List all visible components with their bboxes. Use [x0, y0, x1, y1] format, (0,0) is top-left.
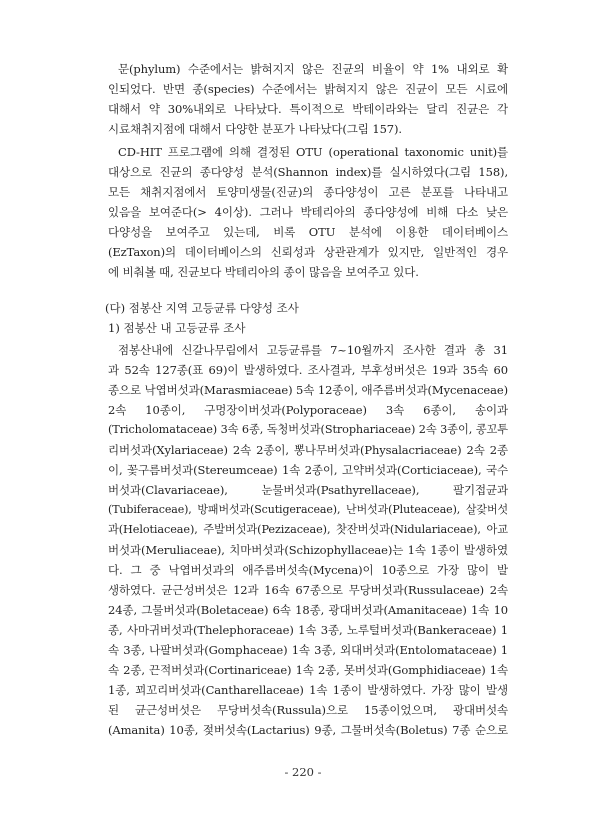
- text-line: 과 52속 127종(표 69)이 발생하였다. 조사결과, 부후성버섯은 19과 35속 60: [108, 363, 508, 377]
- text-line: 과(Helotiaceae), 주발버섯과(Pezizaceae), 찻잔버섯과(Nidulariaceae), 아교: [108, 523, 508, 536]
- text-line: 종으로 낙엽버섯과(Marasmiaceae) 5속 12종이, 애주름버섯과(Mycenaceae): [108, 383, 508, 397]
- text-line: 속 3종, 나팔버섯과(Gomphaceae) 1속 3종, 외대버섯과(Entolomataceae) 1: [108, 643, 508, 657]
- text-line: CD-HIT 프로그램에 의해 결정된 OTU (operational taxonomic unit)를: [118, 145, 508, 159]
- text-line: 에 비춰볼 때, 진균보다 박테리아의 종이 많음을 보여주고 있다.: [108, 265, 419, 279]
- text-line: (Tubiferaceae), 방패버섯과(Scutigeraceae), 난버섯과(Pluteaceae), 살갗버섯: [108, 503, 508, 516]
- text-line: 24종, 그물버섯과(Boletaceae) 6속 18종, 광대버섯과(Amanitaceae) 1속 10: [108, 603, 508, 617]
- text-line: 버섯과(Meruliaceae), 치마버섯과(Schizophyllaceae)는 1속 1종이 발생하였: [108, 543, 508, 557]
- text-line: 생하였다. 균근성버섯은 12과 16속 67종으로 무당버섯과(Russulaceae) 2속: [108, 583, 508, 597]
- paragraph-otu-diversity: [108, 142, 508, 282]
- page-number: - 220 -: [284, 765, 322, 779]
- text-line: 다양성을 보여주고 있는데, 비록 OTU 분석에 이용한 데이터베이스: [108, 225, 508, 239]
- text-line: 문(phylum) 수준에서는 밝혀지지 않은 진균의 비율이 약 1% 내외로 확: [118, 62, 508, 76]
- section-heading: (다) 점봉산 지역 고등균류 다양성 조사: [105, 301, 299, 315]
- text-line: 다. 그 중 낙엽버섯과의 애주름버섯속(Mycena)이 10종으로 가장 많이 발: [108, 563, 508, 577]
- text-line: (Amanita) 10종, 젖버섯속(Lactarius) 9종, 그물버섯속(Boletus) 7종 순으로: [108, 723, 508, 737]
- subsection-heading: 1) 점봉산 내 고등균류 조사: [108, 321, 246, 335]
- text-line: 대해서 약 30%내외로 나타났다. 특이적으로 박테이라와는 달리 진균은 각: [108, 102, 508, 116]
- text-line: 모든 채취지점에서 토양미생물(진균)의 종다양성이 고른 분포를 나타내고: [108, 185, 508, 199]
- text-line: 이, 꽃구름버섯과(Stereumceae) 1속 2종이, 고약버섯과(Corticiaceae), 국수: [108, 463, 508, 477]
- paragraph-phylum-summary: [108, 59, 508, 139]
- text-line: 시료채취지점에 대해서 다양한 분포가 나타났다(그림 157).: [108, 122, 402, 136]
- text-line: (EzTaxon)의 데이터베이스의 신뢰성과 상관관계가 있지만, 일반적인 경우: [108, 245, 508, 259]
- text-line: 리버섯과(Xylariaceae) 2속 2종이, 뽕나무버섯과(Physalacriaceae) 2속 2종: [108, 443, 508, 457]
- text-line: 2속 10종이, 구멍장이버섯과(Polyporaceae) 3속 6종이, 송이과: [108, 403, 508, 417]
- text-line: 종, 사마귀버섯과(Thelephoraceae) 1속 3종, 노루털버섯과(Bankeraceae) 1: [108, 623, 508, 637]
- text-line: 점봉산내에 신갈나무림에서 고등균류를 7~10월까지 조사한 결과 총 31: [118, 343, 508, 357]
- paragraph-fungi-survey: [108, 340, 508, 740]
- text-line: 대상으로 진균의 종다양성 분석(Shannon index)를 실시하였다(그림 158),: [108, 165, 508, 179]
- text-line: (Tricholomataceae) 3속 6종, 독청버섯과(Strophariaceae) 2속 3종이, 콩꼬투: [108, 423, 508, 436]
- text-line: 버섯과(Clavariaceae), 눈물버섯과(Psathyrellaceae), 팔기접균과: [108, 483, 508, 497]
- text-line: 있음을 보여준다(> 4이상). 그러나 박테리아의 종다양성에 비해 다소 낮은: [108, 205, 508, 219]
- text-line: 인되었다. 반면 종(species) 수준에서는 밝혀지지 않은 진균이 모든 시료에: [108, 82, 508, 96]
- text-line: 속 2종, 끈적버섯과(Cortinariceae) 1속 2종, 못버섯과(Gomphidiaceae) 1속: [108, 663, 508, 677]
- text-line: 된 균근성버섯은 무당버섯속(Russula)으로 15종이었으며, 광대버섯속: [108, 703, 508, 717]
- text-line: 1종, 꾀꼬리버섯과(Cantharellaceae) 1속 1종이 발생하였다. 가장 많이 발생: [108, 683, 508, 697]
